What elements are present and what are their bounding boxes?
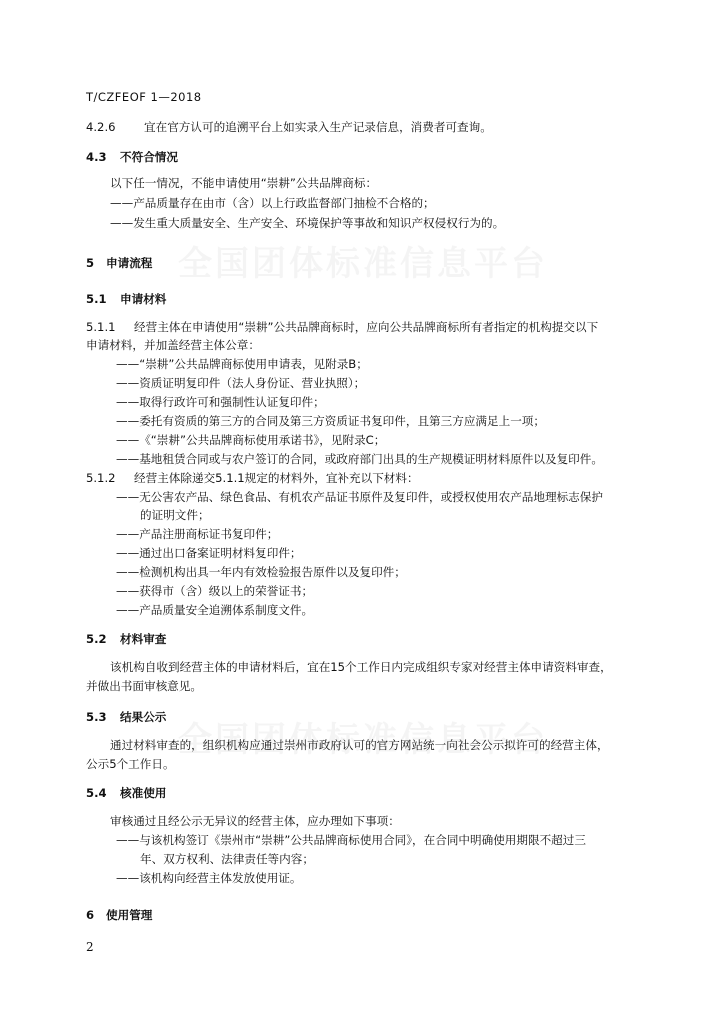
list-item: ——获得市（含）级以上的荣誉证书； (116, 584, 314, 598)
section-4-3-intro: 以下任一情况，不能申请使用“崇耕”公共品牌商标： (110, 176, 378, 190)
list-item: ——产品注册商标证书复印件； (116, 527, 279, 541)
list-item-cont: 年、双方权利、法律责任等内容； (140, 852, 314, 866)
paragraph-line: 并做出书面审核意见。 (86, 679, 202, 693)
clause-5-1-1-text-cont: 申请材料，并加盖经营主体公章： (86, 338, 260, 352)
section-6-number: 6 (86, 908, 95, 922)
section-5-4-number: 5.4 (86, 786, 107, 800)
list-item: ——检测机构出具一年内有效检验报告原件以及复印件； (116, 565, 406, 579)
list-item: ——产品质量存在由市（含）以上行政监督部门抽检不合格的； (110, 196, 435, 210)
list-item: ——该机构向经营主体发放使用证。 (116, 871, 302, 885)
section-5-1-number: 5.1 (86, 292, 107, 306)
clause-5-1-2-text: 经营主体除递交5.1.1规定的材料外，宜补充以下材料： (134, 471, 419, 485)
paragraph-line: 公示5个工作日。 (86, 757, 175, 771)
list-item-cont: 的证明文件； (140, 508, 210, 522)
clause-4-2-6-number: 4.2.6 (86, 120, 116, 134)
clause-5-1-1-number: 5.1.1 (86, 320, 116, 334)
section-5-1-title: 申请材料 (120, 292, 167, 306)
standard-code-header: T/CZFEOF 1—2018 (86, 90, 202, 104)
paragraph-line: 审核通过且经公示无异议的经营主体，应办理如下事项： (110, 814, 400, 828)
section-5-2-number: 5.2 (86, 632, 107, 646)
section-5-title: 申请流程 (106, 256, 153, 270)
section-5-2-title: 材料审查 (120, 632, 167, 646)
section-5-4-title: 核准使用 (120, 786, 167, 800)
section-5-number: 5 (86, 256, 95, 270)
watermark (178, 236, 548, 285)
section-6-title: 使用管理 (106, 908, 153, 922)
list-item: ——发生重大质量安全、生产安全、环境保护等事故和知识产权侵权行为的。 (110, 216, 505, 230)
section-4-3-number: 4.3 (86, 150, 107, 164)
list-item: ——通过出口备案证明材料复印件； (116, 546, 302, 560)
list-item: ——与该机构签订《崇州市“崇耕”公共品牌商标使用合同》，在合同中明确使用期限不超过三 (116, 833, 586, 847)
list-item: ——基地租赁合同或与农户签订的合同，或政府部门出具的生产规模证明材料原件以及复印件。 (116, 452, 603, 466)
clause-5-1-2-number: 5.1.2 (86, 471, 116, 485)
list-item: ——取得行政许可和强制性认证复印件； (116, 395, 325, 409)
page-number: 2 (86, 940, 94, 954)
list-item: ——无公害农产品、绿色食品、有机农产品证书原件及复印件，或授权使用农产品地理标志保护 (116, 490, 603, 504)
section-5-3-title: 结果公示 (120, 710, 167, 724)
watermark (178, 712, 548, 761)
paragraph-line: 该机构自收到经营主体的申请材料后，宜在15个工作日内完成组织专家对经营主体申请资料审查， (110, 660, 612, 674)
section-4-3-title: 不符合情况 (120, 150, 178, 164)
list-item: ——委托有资质的第三方的合同及第三方资质证书复印件，且第三方应满足上一项； (116, 414, 545, 428)
list-item: ——“崇耕”公共品牌商标使用申请表，见附录B； (116, 357, 368, 371)
section-5-3-number: 5.3 (86, 710, 107, 724)
clause-4-2-6-text: 宜在官方认可的追溯平台上如实录入生产记录信息，消费者可查询。 (144, 120, 492, 134)
list-item: ——资质证明复印件（法人身份证、营业执照）； (116, 376, 366, 390)
clause-5-1-1-text: 经营主体在申请使用“崇耕”公共品牌商标时，应向公共品牌商标所有者指定的机构提交以下 (134, 320, 599, 334)
list-item: ——《“崇耕”公共品牌商标使用承诺书》，见附录C； (116, 433, 386, 447)
list-item: ——产品质量安全追溯体系制度文件。 (116, 603, 314, 617)
paragraph-line: 通过材料审查的，组织机构应通过崇州市政府认可的官方网站统一向社会公示拟许可的经营主体， (110, 738, 609, 752)
